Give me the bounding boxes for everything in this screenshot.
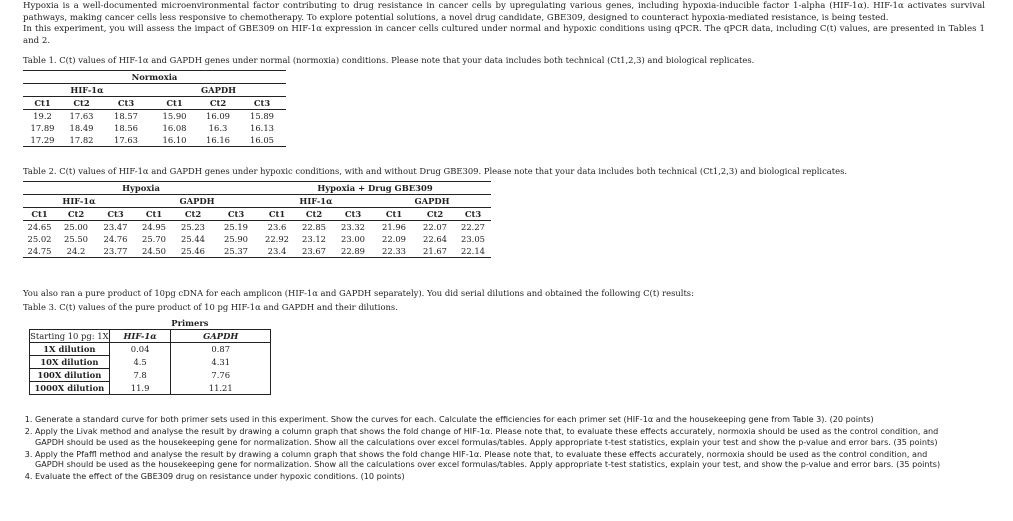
table-cell: 25.00 bbox=[64, 222, 88, 232]
table3 bbox=[29, 317, 271, 395]
table3-gene-gapdh: GAPDH bbox=[171, 330, 271, 343]
table2-col: Ct3 bbox=[344, 209, 362, 219]
question-item: 3. Apply the Pfaffl method and analyse the result by drawing a column graph that shows the fold change HIF-1α. Please note that, to evaluate these effects accurately, normoxia should be used as the control condition, and GAPDH should be used as the housekeeping gene for normalization. Show all the calculations over excel formulas/tables. Apply appropriate t-test statistics, explain your test, and show the p-value and error bars. (35 points) bbox=[35, 449, 953, 470]
table-cell: 24.76 bbox=[103, 234, 128, 244]
table-cell: 23.47 bbox=[103, 222, 128, 232]
table-cell: 21.96 bbox=[382, 222, 406, 232]
table-cell: 15.89 bbox=[250, 111, 274, 121]
table2-col: Ct3 bbox=[464, 209, 482, 219]
questions-list bbox=[23, 414, 953, 483]
table-cell: 18.57 bbox=[114, 111, 138, 121]
table2-col: Ct1 bbox=[145, 209, 163, 219]
table1-col: Ct2 bbox=[73, 98, 90, 108]
table-cell: 18.56 bbox=[114, 123, 138, 133]
intro-text bbox=[23, 1, 985, 47]
intro-paragraph-1: Hypoxia is a well-documented microenvironmental factor contributing to drug resistance in cancer cells by upregulating various genes, including hypoxia-inducible factor 1-alpha (HIF-1α). HIF-1α activates survival pathways, making cancer cells less responsive to chemotherapy. To explore potential solutions, a novel drug candidate, GBE309, designed to counteract hypoxia-mediated resistance, is being tested. bbox=[23, 1, 985, 23]
table2 bbox=[23, 181, 491, 258]
table2-col: Ct2 bbox=[184, 209, 202, 219]
intro-paragraph-2: In this experiment, you will assess the impact of GBE309 on HIF-1α expression in cancer cells cultured under normal and hypoxic conditions using qPCR. The qPCR data, including C(t) values, are presented in Tables 1 and 2. bbox=[23, 24, 985, 46]
table1-gene-hif: HIF-1α bbox=[70, 85, 104, 95]
table-cell: 0.87 bbox=[171, 343, 271, 356]
table-cell: 25.44 bbox=[181, 234, 205, 244]
table-cell: 11.21 bbox=[171, 382, 271, 395]
table-row bbox=[23, 110, 286, 123]
table-row bbox=[30, 382, 271, 395]
table-cell: 24.75 bbox=[27, 246, 52, 256]
table-cell: 16.05 bbox=[250, 135, 274, 145]
table-cell: 0.04 bbox=[109, 343, 171, 356]
table-cell: 23.6 bbox=[267, 222, 287, 232]
table2-gene: HIF-1α bbox=[62, 196, 96, 206]
table-cell: 23.4 bbox=[267, 246, 287, 256]
table1-gene-gapdh: GAPDH bbox=[200, 85, 237, 95]
table1 bbox=[23, 70, 286, 147]
table3-caption: Table 3. C(t) values of the pure product of 10 pg HIF-1α and GAPDH and their dilutions. bbox=[23, 302, 398, 312]
table-cell: 17.29 bbox=[30, 135, 55, 145]
table3-gene-hif: HIF-1α bbox=[109, 330, 171, 343]
table-cell: 17.63 bbox=[69, 111, 94, 121]
table2-col: Ct3 bbox=[107, 209, 124, 219]
table-cell: 25.37 bbox=[224, 246, 248, 256]
table-cell: 22.33 bbox=[382, 246, 406, 256]
table-cell: 24.65 bbox=[27, 222, 52, 232]
table-cell: 25.19 bbox=[224, 222, 248, 232]
table3-primers-label: Primers bbox=[109, 317, 270, 330]
table-cell: 15.90 bbox=[162, 111, 187, 121]
table2-header-row bbox=[23, 208, 491, 221]
table-cell: 16.13 bbox=[250, 123, 274, 133]
table-cell: 24.95 bbox=[142, 222, 166, 232]
table-row bbox=[23, 221, 491, 234]
table-cell: 25.23 bbox=[181, 222, 205, 232]
table1-caption: Table 1. C(t) values of HIF-1α and GAPDH genes under normal (normoxia) conditions. Please note that your data includes both technical (Ct1,2,3) and biological replicates. bbox=[23, 55, 755, 65]
table-cell: 22.27 bbox=[461, 222, 485, 232]
table-cell: 4.5 bbox=[109, 356, 171, 369]
table-cell: 22.85 bbox=[302, 222, 326, 232]
pure-product-note: You also ran a pure product of 10pg cDNA for each amplicon (HIF-1α and GAPDH separately). You did serial dilutions and obtained the following C(t) results: bbox=[23, 288, 694, 298]
table-row bbox=[30, 343, 271, 356]
table-cell: 23.32 bbox=[341, 222, 365, 232]
table1-col: Ct1 bbox=[34, 98, 51, 108]
table3-row-label: 1X dilution bbox=[30, 343, 110, 356]
table-cell: 17.63 bbox=[114, 135, 138, 145]
table-cell: 7.8 bbox=[109, 369, 171, 382]
table-row bbox=[23, 233, 491, 245]
table-cell: 19.2 bbox=[33, 111, 52, 121]
table3-row-label: 100X dilution bbox=[30, 369, 110, 382]
table-row bbox=[23, 134, 286, 147]
table2-col: Ct1 bbox=[31, 209, 48, 219]
table-cell: 18.49 bbox=[69, 123, 94, 133]
table-cell: 23.12 bbox=[302, 234, 326, 244]
table2-gene: GAPDH bbox=[414, 196, 450, 206]
table-cell: 4.31 bbox=[171, 356, 271, 369]
table3-row-label: 1000X dilution bbox=[30, 382, 110, 395]
table2-col: Ct2 bbox=[67, 209, 85, 219]
table1-header-row bbox=[23, 97, 286, 110]
table2-col: Ct2 bbox=[305, 209, 323, 219]
table-cell: 23.67 bbox=[302, 246, 326, 256]
table-cell: 16.16 bbox=[206, 135, 230, 145]
table-cell: 23.77 bbox=[103, 246, 128, 256]
table-cell: 24.50 bbox=[142, 246, 166, 256]
table-cell: 24.2 bbox=[66, 246, 86, 256]
table-row bbox=[23, 122, 286, 134]
table-cell: 25.50 bbox=[64, 234, 88, 244]
table-cell: 7.76 bbox=[171, 369, 271, 382]
table-cell: 22.09 bbox=[382, 234, 406, 244]
table-cell: 23.00 bbox=[341, 234, 365, 244]
table2-condition-hypoxia: Hypoxia bbox=[23, 182, 259, 195]
table-cell: 25.90 bbox=[224, 234, 248, 244]
table2-caption: Table 2. C(t) values of HIF-1α and GAPDH genes under hypoxic conditions, with and without Drug GBE309. Please note that your data includes both technical (Ct1,2,3) and biological replicates. bbox=[23, 166, 848, 176]
table-cell: 16.3 bbox=[208, 123, 228, 133]
table-cell: 22.07 bbox=[423, 222, 447, 232]
table2-col: Ct1 bbox=[385, 209, 403, 219]
question-item: 4. Evaluate the effect of the GBE309 drug on resistance under hypoxic conditions. (10 points) bbox=[35, 471, 953, 482]
table2-col: Ct1 bbox=[268, 209, 286, 219]
table-cell: 17.89 bbox=[30, 123, 55, 133]
question-item: 1. Generate a standard curve for both primer sets used in this experiment. Show the curves for each. Calculate the efficiencies for each primer set (HIF-1α and the housekeeping gene from Table 3). (20 points) bbox=[35, 414, 953, 425]
table-cell: 25.46 bbox=[181, 246, 205, 256]
table1-col: Ct3 bbox=[117, 98, 135, 108]
table-cell: 25.70 bbox=[142, 234, 166, 244]
question-item: 2. Apply the Livak method and analyse the result by drawing a column graph that shows the fold change of HIF-1α. Please note that, to evaluate these effects accurately, normoxia should be used as the control condition, and GAPDH should be used as the housekeeping gene for normalization. Show all the calculations over excel formulas/tables. Apply appropriate t-test statistics, explain your test and show the p-value and error bars. (35 points) bbox=[35, 426, 953, 447]
table1-condition: Normoxia bbox=[23, 71, 286, 84]
table-row bbox=[30, 356, 271, 369]
table1-col: Ct2 bbox=[209, 98, 227, 108]
table-cell: 11.9 bbox=[109, 382, 171, 395]
table-cell: 16.09 bbox=[206, 111, 230, 121]
table-row bbox=[23, 245, 491, 258]
table2-gene: HIF-1α bbox=[299, 196, 333, 206]
table-row bbox=[30, 369, 271, 382]
table2-condition-drug: Hypoxia + Drug GBE309 bbox=[259, 182, 491, 195]
table2-col: Ct2 bbox=[426, 209, 444, 219]
table-cell: 22.14 bbox=[461, 246, 485, 256]
table-cell: 21.67 bbox=[423, 246, 447, 256]
table1-col: Ct3 bbox=[253, 98, 271, 108]
table-cell: 22.64 bbox=[423, 234, 447, 244]
table-cell: 22.89 bbox=[341, 246, 365, 256]
table2-gene: GAPDH bbox=[179, 196, 215, 206]
table-cell: 16.10 bbox=[162, 135, 187, 145]
table1-col: Ct1 bbox=[166, 98, 183, 108]
table-cell: 25.02 bbox=[27, 234, 52, 244]
table3-row-label: 10X dilution bbox=[30, 356, 110, 369]
table2-col: Ct3 bbox=[227, 209, 245, 219]
table-cell: 23.05 bbox=[461, 234, 485, 244]
table-cell: 17.82 bbox=[69, 135, 94, 145]
table3-start-label: Starting 10 pg: 1X bbox=[30, 331, 109, 341]
table-cell: 16.08 bbox=[162, 123, 187, 133]
table-cell: 22.92 bbox=[265, 234, 289, 244]
